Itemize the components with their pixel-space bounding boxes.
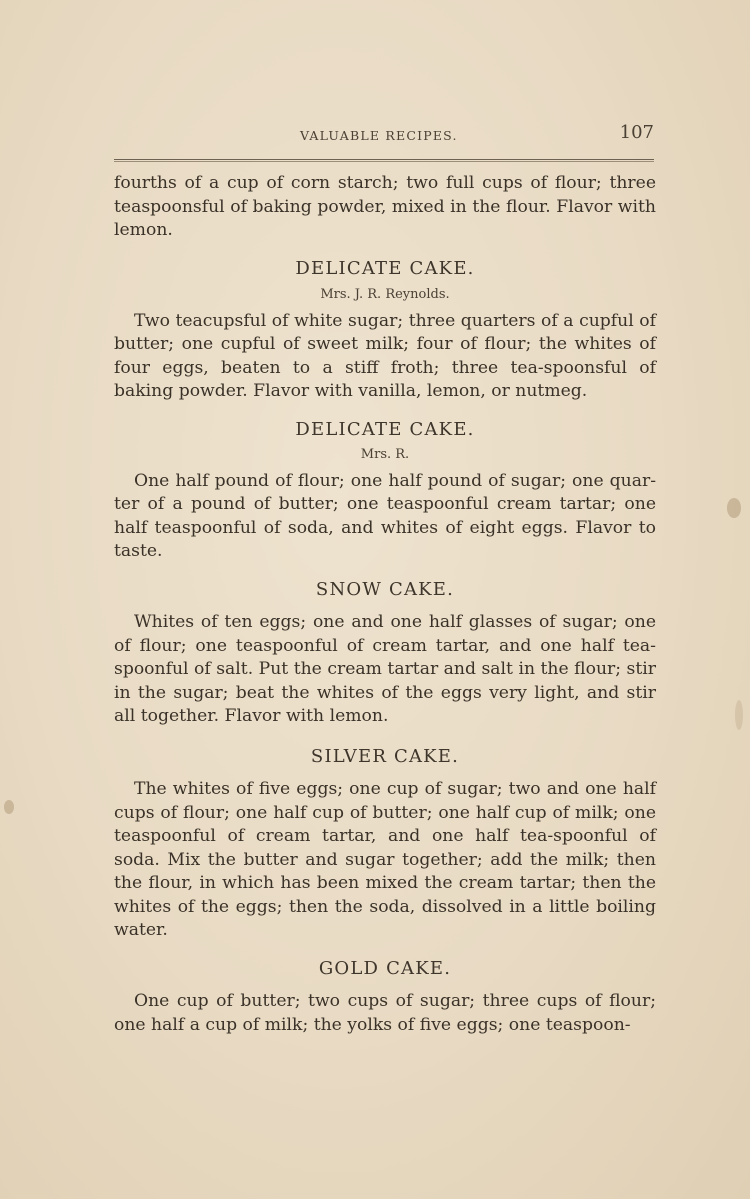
recipe-text: Two teacupsful of white sugar; three quarters of a cupful of butter; one cupful of sweet milk; four of flour; the whites of four eggs, beaten to a stiff froth; three tea-spoonsful of baking powder. Flavor with vanilla, lemon, or nutmeg.	[114, 310, 656, 401]
recipe-title: DELICATE CAKE.	[295, 418, 475, 440]
recipe-title: SILVER CAKE.	[310, 745, 460, 767]
recipe-title: GOLD CAKE.	[318, 957, 452, 979]
recipe-title: DELICATE CAKE.	[295, 257, 475, 279]
recipe-byline: Mrs. R.	[360, 447, 410, 462]
recipe-byline: Mrs. J. R. Reynolds.	[320, 287, 450, 302]
header-rule	[114, 159, 654, 162]
continuation-paragraph: fourths of a cup of corn starch; two full cups of flour; three teaspoonsful of baking powder, mixed in the flour. Flavor with lemon.	[114, 173, 656, 240]
paper-stain	[727, 498, 741, 518]
recipe-text: The whites of five eggs; one cup of sugar; two and one half cups of flour; one half cup of butter; one half cup of milk; one teaspoonful of cream tartar, and one half tea-spoonful of soda. Mix the butter and sugar together; add the milk; then the flour, in which has been mixed the cream tartar; then the whites of the eggs; then the soda, dissolved in a little boiling water.	[114, 779, 656, 940]
recipe-text: One half pound of flour; one half pound of sugar; one quar-ter of a pound of butter; one teaspoonful cream tartar; one half teaspoonful of soda, and whites of eight eggs. Flavor to taste.	[114, 470, 656, 561]
recipe-title: SNOW CAKE.	[315, 578, 455, 600]
running-title: VALUABLE RECIPES.	[300, 128, 458, 143]
paper-stain	[735, 700, 743, 730]
page-header	[114, 122, 654, 148]
recipe-text: Whites of ten eggs; one and one half glasses of sugar; one of flour; one teaspoonful of cream tartar, and one half tea-spoonful of salt. Put the cream tartar and salt in the flour; stir in the sugar; beat the whites of the eggs very light, and stir all together. Flavor with lemon.	[114, 612, 656, 726]
page-number: 107	[619, 122, 654, 143]
recipe-text: One cup of butter; two cups of sugar; three cups of flour; one half a cup of milk; the yolks of five eggs; one teaspoon-	[114, 991, 656, 1035]
paper-stain	[4, 800, 14, 814]
page-content	[114, 172, 656, 1037]
